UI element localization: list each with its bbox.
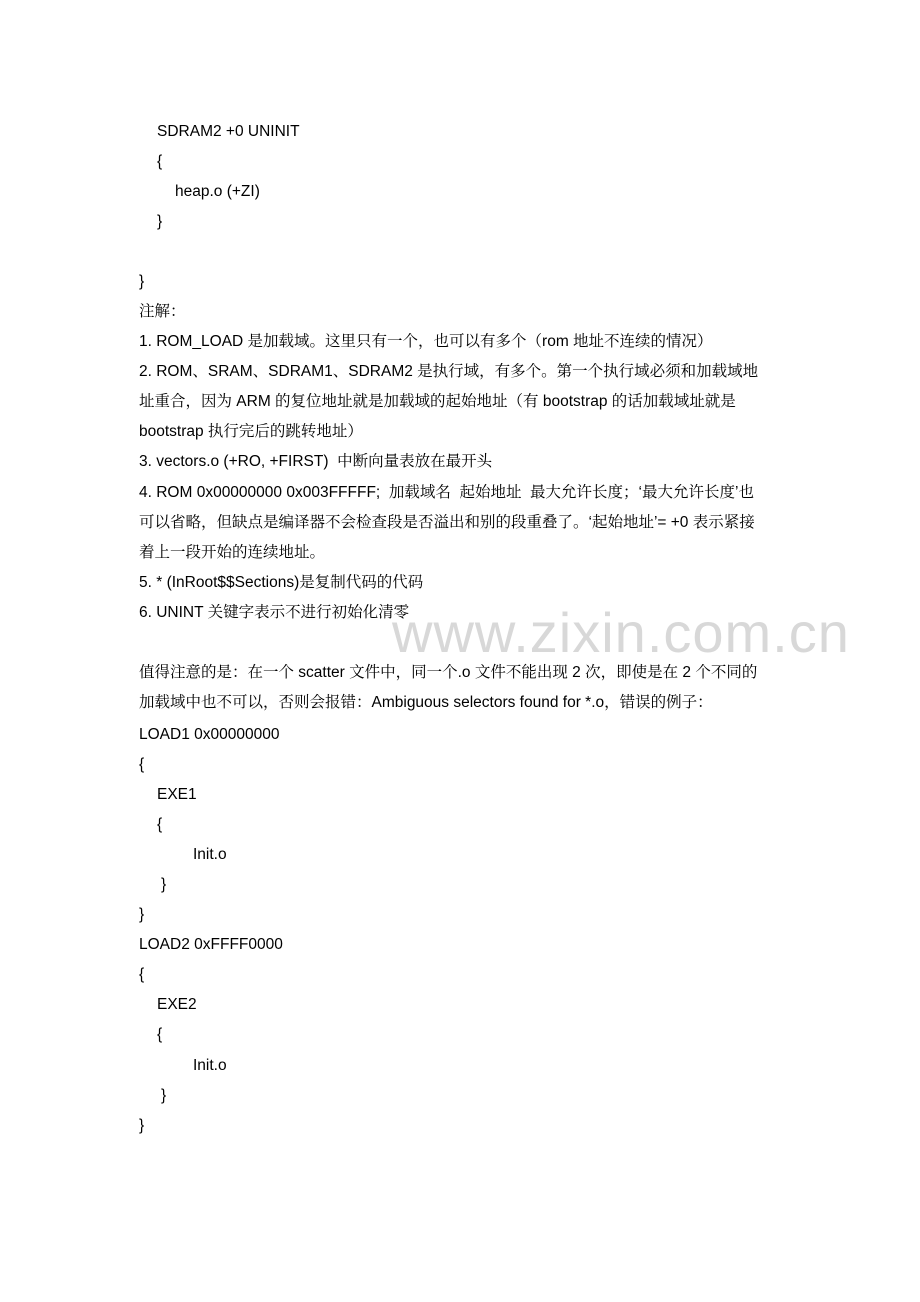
code-line: EXE2	[157, 996, 197, 1013]
notes-heading: 注解：	[139, 303, 186, 320]
note-paragraph: 4. ROM 0x00000000 0x003FFFFF; 加载域名 起始地址 最大允许长度；‘最大允许长度’也	[139, 484, 754, 501]
watermark: www.zixin.com.cn	[392, 601, 850, 664]
code-line: {	[157, 1026, 163, 1043]
code-line: }	[161, 876, 167, 893]
body-paragraph: 加载域中也不可以，否则会报错：Ambiguous selectors found for *.o，错误的例子：	[139, 694, 713, 711]
note-paragraph: 5. * (InRoot$$Sections)是复制代码的代码	[139, 574, 424, 591]
note-paragraph: 3. vectors.o (+RO, +FIRST) 中断向量表放在最开头	[139, 453, 493, 470]
code-line: EXE1	[157, 786, 197, 803]
code-line: {	[139, 756, 145, 773]
code-line: SDRAM2 +0 UNINIT	[157, 123, 300, 140]
body-paragraph: 值得注意的是：在一个 scatter 文件中，同一个.o 文件不能出现 2 次，即使是在 2 个不同的	[139, 664, 758, 681]
code-line: Init.o	[193, 846, 227, 863]
code-line: Init.o	[193, 1057, 227, 1074]
code-line: heap.o (+ZI)	[175, 183, 260, 200]
code-line: {	[157, 153, 163, 170]
note-paragraph: 2. ROM、SRAM、SDRAM1、SDRAM2 是执行域，有多个。第一个执行域必须和加载域地	[139, 363, 759, 380]
code-line: }	[139, 273, 145, 290]
code-line: {	[157, 816, 163, 833]
code-line: {	[139, 966, 145, 983]
note-paragraph: 可以省略，但缺点是编译器不会检查段是否溢出和别的段重叠了。‘起始地址’= +0 表示紧接	[139, 514, 755, 531]
note-paragraph: 6. UNINT 关键字表示不进行初始化清零	[139, 604, 410, 621]
note-paragraph: 着上一段开始的连续地址。	[139, 544, 326, 561]
code-line: }	[161, 1087, 167, 1104]
note-paragraph: 1. ROM_LOAD 是加载域。这里只有一个，也可以有多个（rom 地址不连续的情况）	[139, 333, 713, 350]
code-line: }	[157, 213, 163, 230]
code-line: }	[139, 906, 145, 923]
code-line: LOAD1 0x00000000	[139, 726, 280, 743]
code-line: }	[139, 1117, 145, 1134]
code-line: LOAD2 0xFFFF0000	[139, 936, 283, 953]
note-paragraph: bootstrap 执行完后的跳转地址）	[139, 423, 363, 440]
note-paragraph: 址重合，因为 ARM 的复位地址就是加载域的起始地址（有 bootstrap 的话加载域址就是	[139, 393, 736, 410]
